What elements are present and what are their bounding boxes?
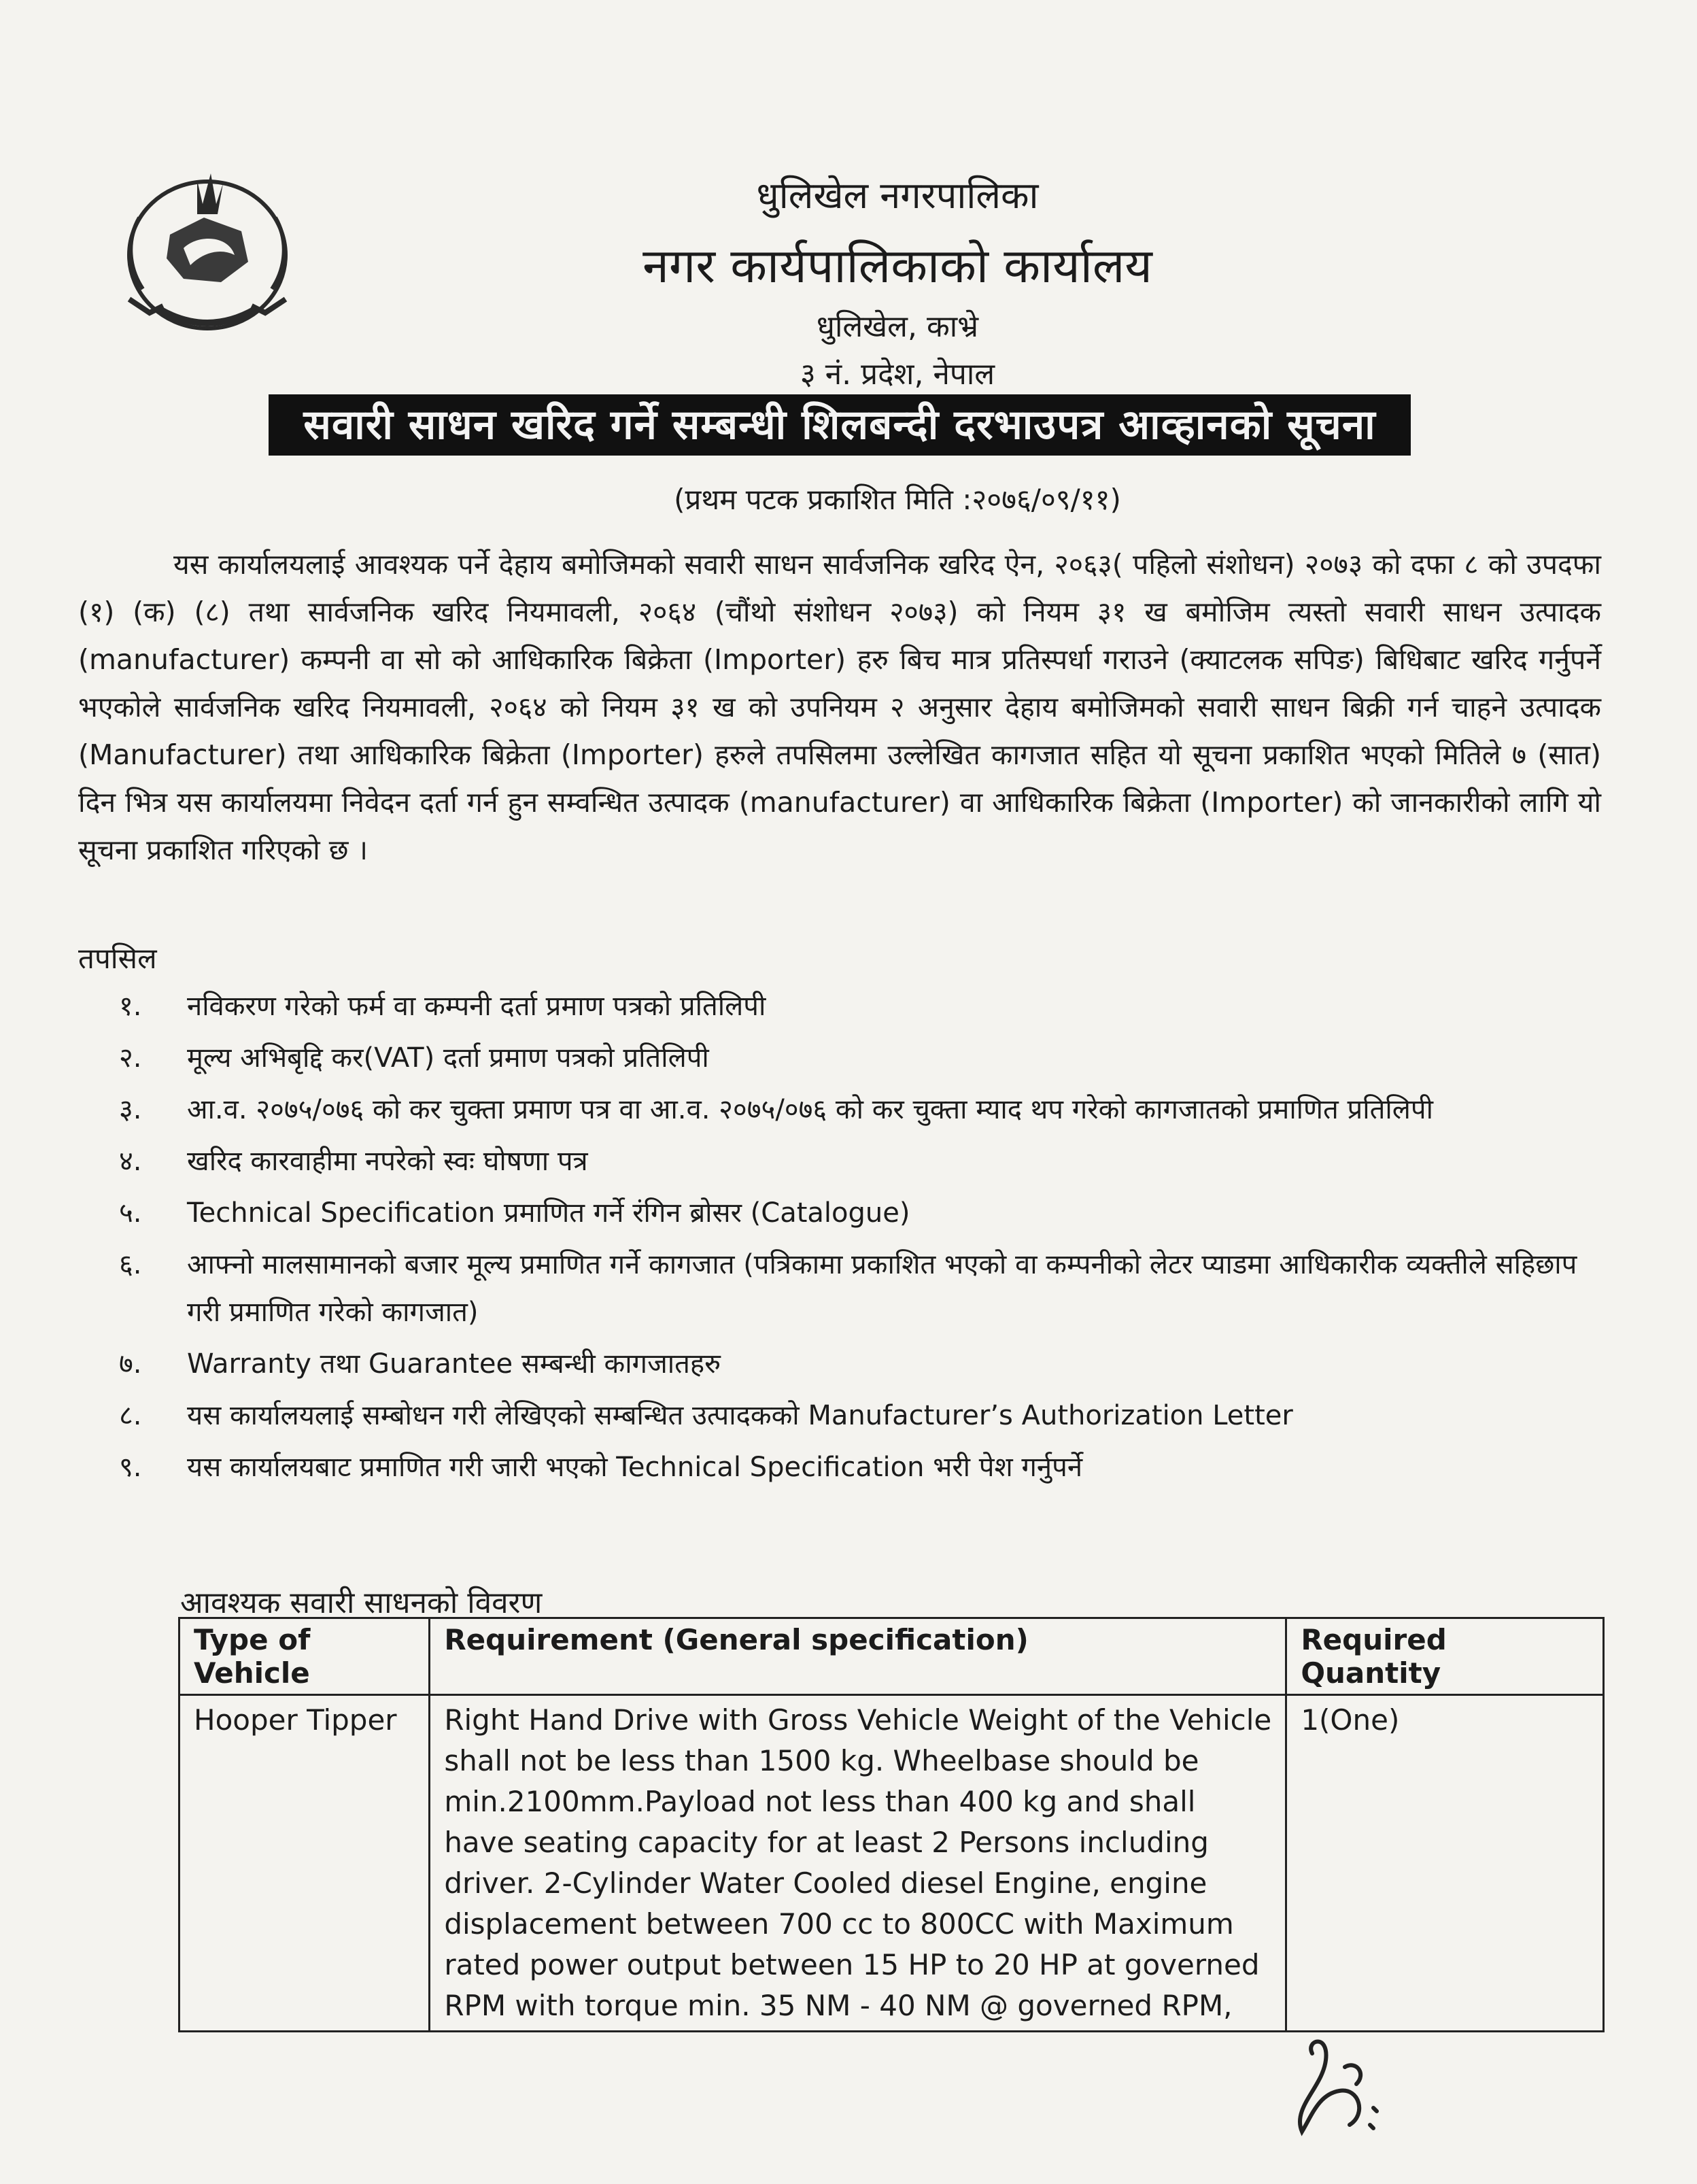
vehicle-type-cell: Hooper Tipper [179,1695,430,2032]
list-item [119,1241,1601,1336]
list-item-text: मूल्य अभिबृद्दि कर(VAT) दर्ता प्रमाण पत्रको प्रतिलिपी [187,1042,709,1074]
list-item-text: यस कार्यालयबाट प्रमाणित गरी जारी भएको Technical Specification भरी पेश गर्नुपर्ने [187,1452,1083,1483]
list-item-number: ९. [119,1452,142,1483]
list-item-number: ४. [119,1146,142,1177]
vehicle-requirements-table [178,1617,1605,2032]
list-item-number: ६. [119,1249,142,1280]
list-item [119,1086,1601,1133]
list-item [119,1444,1601,1491]
list-item-text: Technical Specification प्रमाणित गर्ने रंगिन ब्रोसर (Catalogue) [187,1197,910,1229]
required-documents-list [119,983,1601,1495]
municipality-name: धुलिखेल नगरपालिका [756,174,1039,217]
list-item [119,1189,1601,1237]
list-item [119,983,1601,1030]
signature-icon [1265,2013,1401,2149]
list-item-text: नविकरण गरेको फर्म वा कम्पनी दर्ता प्रमाण पत्रको प्रतिलिपी [187,991,766,1022]
list-item [119,1138,1601,1185]
list-item-number: ७. [119,1348,142,1380]
vehicle-spec-cell: Right Hand Drive with Gross Vehicle Weight of the Vehicle shall not be less than 1500 kg. Wheelbase should be min.2100mm.Payload not less than 400 kg and shall have seating capacity for at least 2 Persons including driver. 2-Cylinder Water Cooled diesel Engine, engine displacement between 700 cc to 800CC with Maximum rated power output between 15 HP to 20 HP at governed RPM with torque min. 35 NM - 40 NM @ governed RPM, [430,1695,1286,2032]
list-item-number: ८. [119,1400,142,1431]
vehicle-quantity-cell: 1(One) [1286,1695,1604,2032]
office-name: नगर कार्यपालिकाको कार्यालय [642,238,1152,294]
list-item [119,1034,1601,1082]
list-item-text: आफ्नो मालसामानको बजार मूल्य प्रमाणित गर्ने कागजात (पत्रिकामा प्रकाशित भएको वा कम्पनीको लेटर प्याडमा आधिकारीक व्यक्तीले सहिछाप गरी प्रमाणित गरेको कागजात) [187,1249,1577,1328]
list-item-text: यस कार्यालयलाई सम्बोधन गरी लेखिएको सम्बन्धित उत्पादकको Manufacturer’s Authorization Letter [187,1400,1293,1431]
tapasil-heading: तपसिल [78,942,157,975]
published-date: (प्रथम पटक प्रकाशित मिति :२०७६/०९/११) [674,483,1121,516]
column-header-quantity: Required Quantity [1286,1618,1604,1695]
notice-title: सवारी साधन खरिद गर्ने सम्बन्धी शिलबन्दी दरभाउपत्र आव्हानको सूचना [269,394,1411,456]
list-item [119,1392,1601,1439]
list-item [119,1340,1601,1388]
notice-body: यस कार्यालयलाई आवश्यक पर्ने देहाय बमोजिमको सवारी साधन सार्वजनिक खरिद ऐन, २०६३( पहिलो संशोधन) २०७३ को दफा ८ को उपदफा (१) (क) (८) तथा सार्वजनिक खरिद नियमावली, २०६४ (चौंथो संशोधन २०७३) को नियम ३१ ख बमोजिम त्यस्तो सवारी साधन उत्पादक (manufacturer) कम्पनी वा सो को आधिकारिक बिक्रेता (Importer) हरु बिच मात्र प्रतिस्पर्धा गराउने (क्याटलक सपिङ) बिधिबाट खरिद गर्नुपर्ने भएकोले सार्वजनिक खरिद नियमावली, २०६४ को नियम ३१ ख को उपनियम २ अनुसार देहाय बमोजिमको सवारी साधन बिक्री गर्न चाहने उत्पादक (Manufacturer) तथा आधिकारिक बिक्रेता (Importer) हरुले तपसिलमा उल्लेखित कागजात सहित यो सूचना प्रकाशित भएको मितिले ७ (सात) दिन भित्र यस कार्यालयमा निवेदन दर्ता गर्न हुन सम्वन्धित उत्पादक (manufacturer) वा आधिकारिक बिक्रेता (Importer) को जानकारीको लागि यो सूचना प्रकाशित गरिएको छ । [78,548,1601,866]
list-item-text: Warranty तथा Guarantee सम्बन्धी कागजातहरु [187,1348,721,1380]
province-line: ३ नं. प्रदेश, नेपाल [800,357,995,392]
list-item-number: १. [119,991,142,1022]
column-header-requirement: Requirement (General specification) [430,1618,1286,1695]
office-location: धुलिखेल, काभ्रे [816,309,979,344]
column-header-type: Type of Vehicle [179,1618,430,1695]
list-item-number: ३. [119,1094,142,1125]
table-header-row [179,1618,1604,1695]
list-item-text: खरिद कारवाहीमा नपरेको स्वः घोषणा पत्र [187,1146,588,1177]
list-item-text: आ.व. २०७५/०७६ को कर चुक्ता प्रमाण पत्र वा आ.व. २०७५/०७६ को कर चुक्ता म्याद थप गरेको कागजातको प्रमाणित प्रतिलिपी [187,1094,1433,1125]
list-item-number: २. [119,1042,142,1074]
list-item-number: ५. [119,1197,142,1229]
requirements-heading: आवश्यक सवारी साधनको विवरण [180,1586,543,1620]
table-row [179,1695,1604,2032]
